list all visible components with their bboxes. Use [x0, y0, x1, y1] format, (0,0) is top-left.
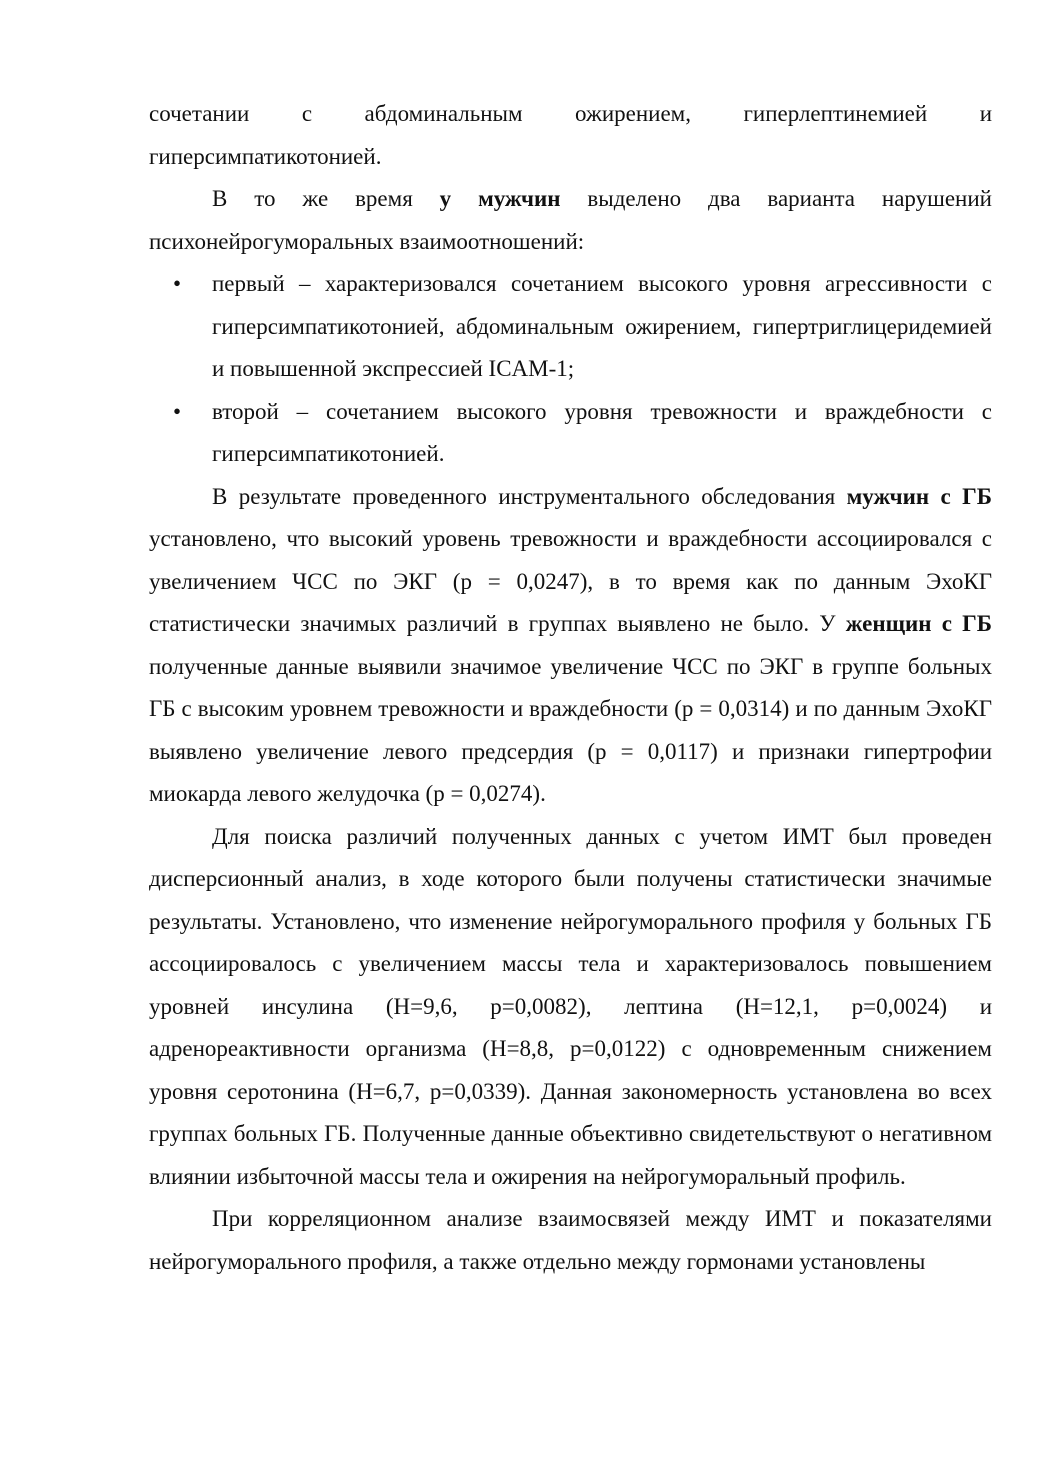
text-span: установлено, что высокий уровень тревожности и враждебности ассоциировался с увеличением ЧСС по ЭКГ (p = 0,0247), в то время как по данным ЭхоКГ статистически значимых различий в группах выявлено не было. У	[149, 526, 992, 636]
list-item-text: первый – характеризовался сочетанием высокого уровня агрессивности с гиперсимпатикотонией, абдоминальным ожирением, гипертриглицеридемией и повышенной экспрессией ICAM-1;	[212, 271, 992, 381]
paragraph-correlation-analysis: При корреляционном анализе взаимосвязей между ИМТ и показателями нейрогуморального профиля, а также отдельно между гормонами установлены	[149, 1206, 992, 1274]
text-span: В результате проведенного инструментального обследования	[212, 483, 847, 509]
bullet-icon: •	[173, 398, 182, 424]
variant-list	[149, 263, 992, 476]
list-item-text: второй – сочетанием высокого уровня тревожности и враждебности с гиперсимпатикотонией.	[212, 398, 992, 466]
list-item	[149, 391, 992, 476]
bold-term-women-gb: женщин с ГБ	[845, 611, 992, 636]
paragraph-continuation: сочетании с абдоминальным ожирением, гиперлептинемией и гиперсимпатикотонией.	[149, 101, 992, 169]
document-page	[149, 93, 992, 1283]
paragraph-instrumental-results	[149, 476, 992, 816]
bold-term-men: у мужчин	[439, 186, 561, 211]
text-span: полученные данные выявили значимое увеличение ЧСС по ЭКГ в группе больных ГБ с высоким уровнем тревожности и враждебности (p = 0,0314) и по данным ЭхоКГ выявлено увеличение левого предсердия (p = 0,0117) и признаки гипертрофии миокарда левого желудочка (p = 0,0274).	[149, 653, 992, 806]
bullet-icon: •	[173, 271, 182, 296]
text-span: В то же время	[212, 186, 440, 211]
list-item	[149, 263, 992, 391]
text-span: выделено два варианта нарушений психонейрогуморальных взаимоотношений:	[149, 186, 992, 254]
paragraph-dispersion-analysis: Для поиска различий полученных данных с учетом ИМТ был проведен дисперсионный анализ, в ходе которого были получены статистически значимые результаты. Установлено, что изменение нейрогуморального профиля у больных ГБ ассоциировалось с увеличением массы тела и характеризовалось повышением уровней инсулина (H=9,6, p=0,0082), лептина (H=12,1, p=0,0024) и адренореактивности организма (H=8,8, p=0,0122) с одновременным снижением уровня серотонина (H=6,7, p=0,0339). Данная закономерность установлена во всех группах больных ГБ. Полученные данные объективно свидетельствуют о негативном влиянии избыточной массы тела и ожирения на нейрогуморальный профиль.	[149, 823, 992, 1189]
bold-term-men-gb: мужчин с ГБ	[846, 483, 992, 509]
paragraph-men-variants	[149, 178, 992, 263]
